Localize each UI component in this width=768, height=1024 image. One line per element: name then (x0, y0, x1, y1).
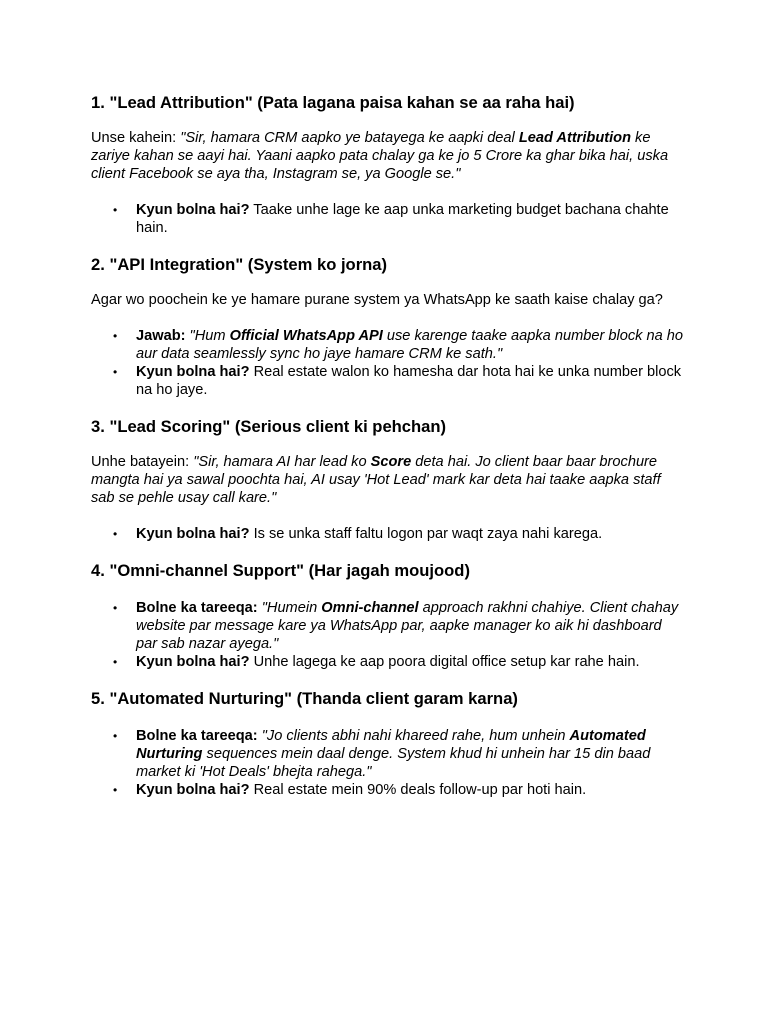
bullet-icon: • (113, 655, 118, 669)
section-intro: Unse kahein: "Sir, hamara CRM aapko ye batayega ke aapki deal Lead Attribution ke zariye kahan se aayi hai. Yaani aapko pata chalay ga ke jo 5 Crore ka ghar bika hai, uska client Facebook se aya tha, Instagram se, ya Google se." (91, 130, 669, 182)
bullet-icon: • (113, 601, 118, 615)
bullet-list (91, 327, 685, 399)
section-heading: 5. "Automated Nurturing" (Thanda client garam karna) (91, 689, 518, 708)
bullet-list (91, 525, 685, 543)
bullet-icon: • (113, 329, 118, 343)
list-item: • Bolne ka tareeqa: "Humein Omni-channel approach rakhni chahiye. Client chahay website par message kare ya WhatsApp par, aapke manager ko aik hi dashboard par sab nazar ayega." (113, 600, 679, 652)
bullet-icon: • (113, 783, 118, 797)
list-item: • Kyun bolna hai? Real estate walon ko hamesha dar hota hai ke unka number block na ho jaye. (113, 364, 682, 398)
list-item: • Kyun bolna hai? Taake unhe lage ke aap unka marketing budget bachana chahte hain. (113, 202, 669, 236)
bullet-icon: • (113, 527, 118, 541)
section-heading: 1. "Lead Attribution" (Pata lagana paisa kahan se aa raha hai) (91, 93, 575, 112)
bullet-list (91, 727, 685, 799)
list-item: • Bolne ka tareeqa: "Jo clients abhi nahi khareed rahe, hum unhein Automated Nurturing sequences mein daal denge. System khud hi unhein har 15 din baad market ki 'Hot Deals' bhejta rahega." (113, 728, 651, 780)
bullet-icon: • (113, 365, 118, 379)
section-heading: 3. "Lead Scoring" (Serious client ki pehchan) (91, 417, 447, 436)
document-page (91, 92, 685, 799)
list-item: • Kyun bolna hai? Real estate mein 90% deals follow-up par hoti hain. (113, 782, 587, 798)
bullet-icon: • (113, 729, 118, 743)
list-item: • Kyun bolna hai? Unhe lagega ke aap poora digital office setup kar rahe hain. (113, 654, 640, 670)
section-intro: Agar wo poochein ke ye hamare purane system ya WhatsApp ke saath kaise chalay ga? (91, 292, 663, 308)
list-item: • Jawab: "Hum Official WhatsApp API use karenge taake aapka number block na ho aur data seamlessly sync ho jaye hamare CRM ke sath." (113, 328, 684, 362)
bullet-list (91, 201, 685, 237)
bullet-list (91, 599, 685, 671)
section-intro: Unhe batayein: "Sir, hamara AI har lead ko Score deta hai. Jo client baar baar brochure mangta hai ya sawal poochta hai, AI usay 'Hot Lead' mark kar deta hai taake aapka staff sab se pehle usay call kare." (91, 454, 661, 506)
section-heading: 2. "API Integration" (System ko jorna) (91, 255, 388, 274)
bullet-icon: • (113, 203, 118, 217)
list-item: • Kyun bolna hai? Is se unka staff faltu logon par waqt zaya nahi karega. (113, 526, 603, 542)
section-heading: 4. "Omni-channel Support" (Har jagah moujood) (91, 561, 470, 580)
